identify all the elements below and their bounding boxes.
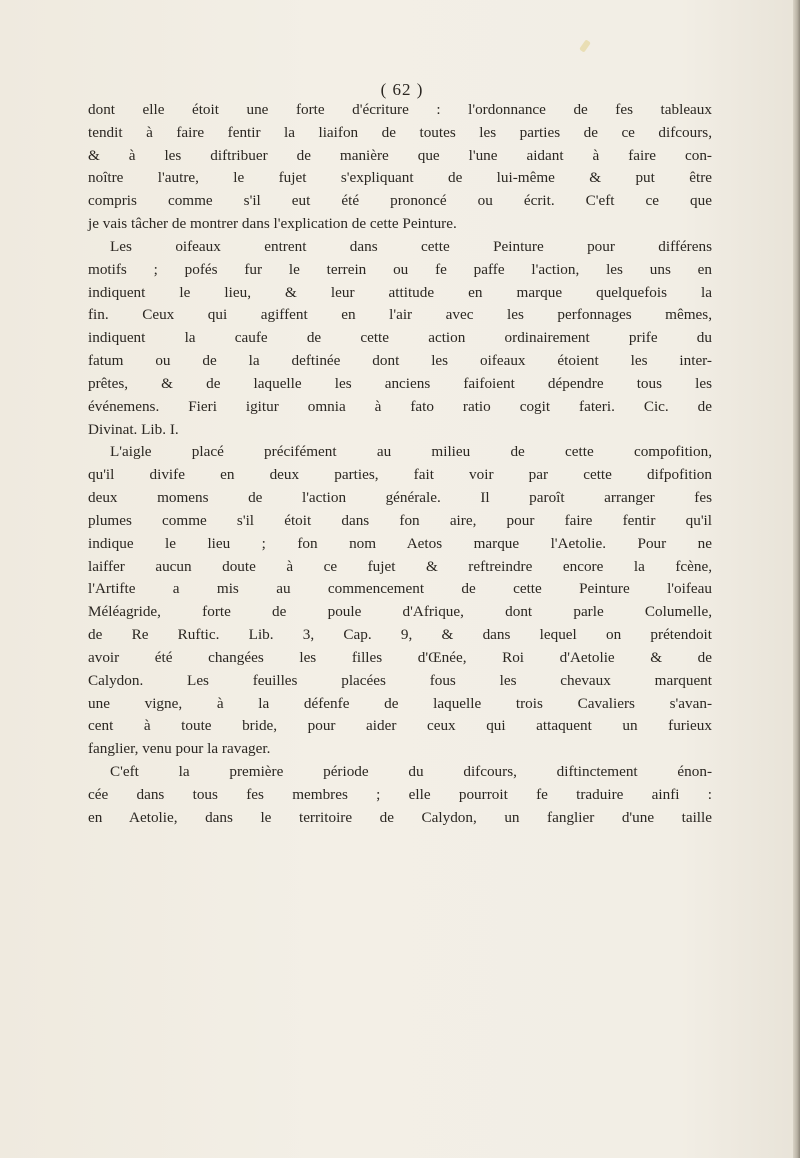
paper-stain bbox=[579, 39, 591, 52]
text-line: Méléagride, forte de poule d'Afrique, dont parle Columelle, bbox=[88, 603, 712, 621]
text-line: je vais tâcher de montrer dans l'explication de cette Peinture. bbox=[88, 215, 457, 233]
body-text bbox=[88, 99, 712, 830]
text-line: Les oifeaux entrent dans cette Peinture pour différens bbox=[110, 237, 712, 255]
text-line: noître l'autre, le fujet s'expliquant de lui-même & put être bbox=[88, 169, 712, 187]
text-line: laiffer aucun doute à ce fujet & reftreindre encore la fcène, bbox=[88, 557, 712, 575]
text-line: dont elle étoit une forte d'écriture : l'ordonnance de fes tableaux bbox=[88, 101, 712, 118]
text-line: prêtes, & de laquelle les anciens faifoient dépendre tous les bbox=[88, 374, 712, 392]
text-line: fatum ou de la deftinée dont les oifeaux étoient les inter- bbox=[88, 352, 712, 370]
text-line: fin. Ceux qui agiffent en l'air avec les perfonnages mêmes, bbox=[88, 306, 712, 324]
text-line: en Aetolie, dans le territoire de Calydon, un fanglier d'une taille bbox=[88, 808, 712, 826]
page-number: ( 62 ) bbox=[380, 80, 424, 99]
text-line: avoir été changées les filles d'Œnée, Roi d'Aetolie & de bbox=[88, 648, 712, 666]
text-line: l'Artifte a mis au commencement de cette Peinture l'oifeau bbox=[88, 580, 712, 598]
text-line: de Re Ruftic. Lib. 3, Cap. 9, & dans lequel on prétendoit bbox=[88, 626, 712, 644]
text-line: compris comme s'il eut été prononcé ou écrit. C'eft ce que bbox=[88, 192, 712, 210]
text-line: L'aigle placé précifément au milieu de cette compofition, bbox=[110, 443, 712, 461]
text-line: deux momens de l'action générale. Il paroît arranger fes bbox=[88, 489, 712, 507]
page-edge bbox=[793, 0, 800, 1158]
text-line: C'eft la première période du difcours, diftinctement énon- bbox=[110, 763, 712, 781]
text-line: une vigne, à la défenfe de laquelle trois Cavaliers s'avan- bbox=[88, 694, 712, 712]
text-line: motifs ; pofés fur le terrein ou fe paffe l'action, les uns en bbox=[88, 260, 712, 278]
text-line: événemens. Fieri igitur omnia à fato ratio cogit fateri. Cic. de bbox=[88, 397, 712, 415]
text-line: & à les diftribuer de manière que l'une aidant à faire con- bbox=[88, 146, 712, 164]
text-line: Calydon. Les feuilles placées fous les chevaux marquent bbox=[88, 671, 712, 689]
text-line: plumes comme s'il étoit dans fon aire, pour faire fentir qu'il bbox=[88, 511, 712, 529]
text-line: qu'il divife en deux parties, fait voir par cette difpofition bbox=[88, 466, 712, 484]
text-line: tendit à faire fentir la liaifon de toutes les parties de ce difcours, bbox=[88, 123, 712, 141]
text-line: fanglier, venu pour la ravager. bbox=[88, 740, 271, 758]
text-line: indique le lieu ; fon nom Aetos marque l'Aetolie. Pour ne bbox=[88, 534, 712, 552]
text-line: indiquent le lieu, & leur attitude en marque quelquefois la bbox=[88, 283, 712, 301]
text-line: indiquent la caufe de cette action ordinairement prife du bbox=[88, 329, 712, 347]
text-line: Divinat. Lib. I. bbox=[88, 420, 179, 438]
text-line: cent à toute bride, pour aider ceux qui attaquent un furieux bbox=[88, 717, 712, 735]
text-line: cée dans tous fes membres ; elle pourroit fe traduire ainfi : bbox=[88, 785, 712, 803]
